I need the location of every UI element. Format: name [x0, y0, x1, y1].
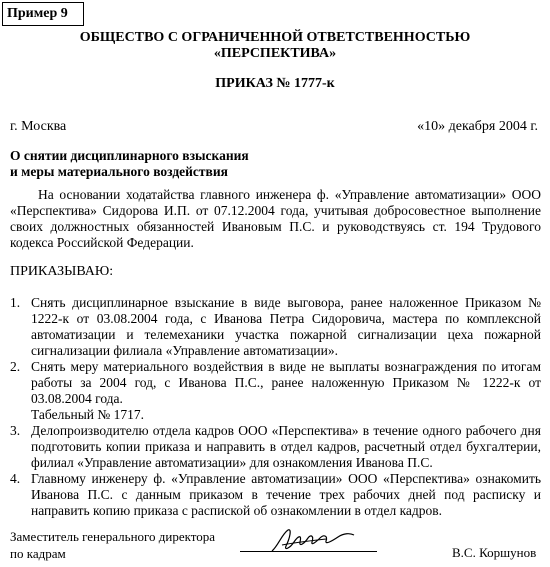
example-badge: Пример 9	[2, 2, 84, 26]
order-title: ПРИКАЗ № 1777-к	[215, 76, 335, 91]
order-item	[10, 471, 541, 519]
order-item	[10, 423, 541, 471]
signer-position	[10, 528, 215, 562]
organization-line-1: ОБЩЕСТВО С ОГРАНИЧЕННОЙ ОТВЕТСТВЕННОСТЬЮ	[79, 30, 471, 45]
city: г. Москва	[10, 119, 67, 134]
order-items	[10, 295, 541, 519]
item-number: 1.	[10, 295, 21, 310]
item-text: Делопроизводителю отдела кадров ООО «Перспектива» в течение одного рабочего дня подготовить копии приказа и направить в отдел кадров, расчетный отдел бухгалтерии, филиал «Управление автоматизации» для ознакомления Иванова П.С.	[31, 423, 541, 470]
subject-line-2: и меры материального воздействия	[10, 164, 228, 179]
item-text: Снять меру материального воздействия в виде не выплаты вознаграждения по итогам работы за 2004 год, с Иванова П.С., ранее наложенную Приказом № 1222-к от 03.08.2004 года.	[31, 359, 541, 406]
item-number: 2.	[10, 359, 21, 374]
organization-name	[0, 30, 550, 62]
item-number: 3.	[10, 423, 21, 438]
organization-line-2: «ПЕРСПЕКТИВА»	[213, 46, 337, 61]
order-date: «10» декабря 2004 г.	[417, 119, 538, 134]
item-text: Снять дисциплинарное взыскание в виде выговора, ранее наложенное Приказом № 1222-к от 03.08.2004 года, с Иванова Петра Сидоровича, мастера по комплексной автоматизации и телемеханики участка пожарной сигнализации цеха пожарной сигнализации филиала «Управление автоматизации».	[31, 295, 541, 358]
order-item	[10, 359, 541, 423]
subject-line-1: О снятии дисциплинарного взыскания	[10, 148, 249, 163]
order-item	[10, 295, 541, 359]
signature-line	[240, 551, 377, 552]
signer-name: В.С. Коршунов	[452, 545, 537, 560]
order-subject	[10, 148, 249, 180]
item-text: Главному инженеру ф. «Управление автоматизации» ООО «Перспектива» ознакомить Иванова П.С. с данным приказом в течение трех рабочих дней под расписку и направить копию приказа с распиской об ознакомлении в отдел кадров.	[31, 471, 541, 518]
preamble: На основании ходатайства главного инженера ф. «Управление автоматизации» ООО «Перспектива» Сидорова И.П. от 07.12.2004 года, учитывая добросовестное выполнение своих должностных обязанностей Ивановым П.С. и руководствуясь ст. 194 Трудового кодекса Российской Федерации.	[10, 187, 541, 250]
item-number: 4.	[10, 471, 21, 486]
item-extra: Табельный № 1717.	[31, 407, 145, 422]
decree-heading: ПРИКАЗЫВАЮ:	[10, 264, 114, 279]
signer-position-line-2: по кадрам	[10, 546, 66, 561]
signer-position-line-1: Заместитель генерального директора	[10, 529, 216, 544]
